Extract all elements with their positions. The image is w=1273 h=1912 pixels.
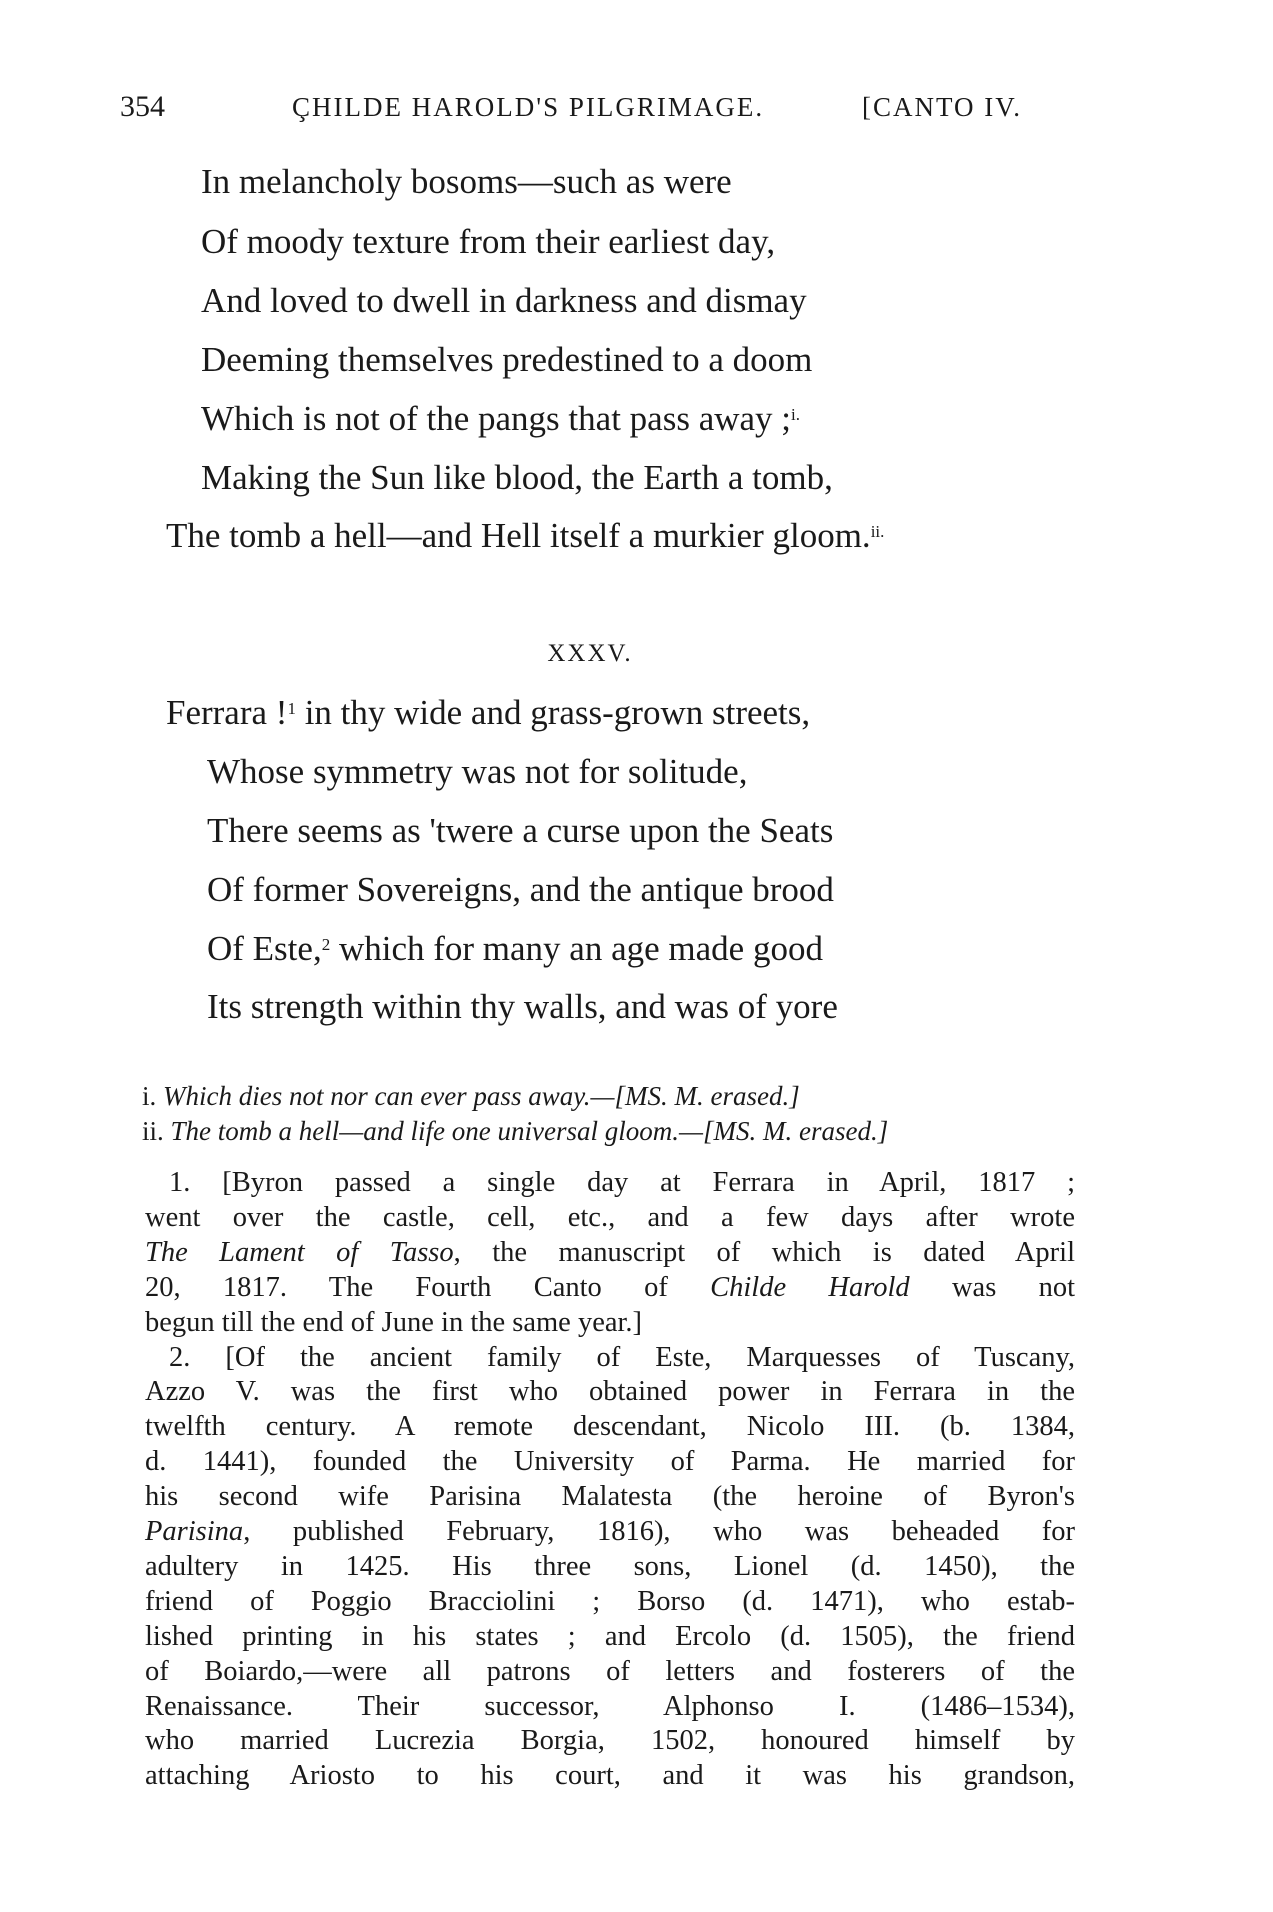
footnote-text: 20, 1817. The Fourth Canto of	[145, 1271, 711, 1303]
footnote-text: Childe Harold	[710, 1271, 910, 1303]
verse-line	[201, 281, 807, 321]
footnote-line	[145, 1759, 1075, 1793]
verse-line	[201, 222, 775, 262]
verse-line	[201, 162, 732, 202]
verse-text: And loved to dwell in darkness and dismay	[201, 281, 807, 320]
footnote-text: went over the castle, cell, etc., and a few days after wrote	[145, 1201, 1075, 1233]
variant-source: —[MS. M. erased.]	[590, 1081, 800, 1111]
footnote-line	[145, 1620, 1075, 1654]
verse-text: Which is not of the pangs that pass away ;	[201, 399, 792, 438]
footnote-text: attaching Ariosto to his court, and it was his grandson,	[145, 1760, 1075, 1792]
footnote-text: 2. [Of the ancient family of Este, Marquesses of Tuscany,	[169, 1341, 1075, 1373]
verse-text: Of Este,	[207, 929, 322, 968]
running-title: ÇHILDE HAROLD'S PILGRIMAGE.	[292, 92, 765, 122]
footnote-text: Azzo V. was the first who obtained power in Ferrara in the	[145, 1376, 1075, 1408]
footnote-line	[145, 1585, 1075, 1619]
footnote-text: Parisina	[145, 1516, 244, 1547]
variant-note	[142, 1114, 1072, 1148]
variant-note	[142, 1079, 1072, 1113]
verse-line	[207, 870, 834, 910]
verse-line	[201, 458, 833, 498]
footnote-line	[145, 1306, 1075, 1340]
verse-line	[207, 987, 838, 1027]
verse-text: Deeming themselves predestined to a doom	[201, 340, 813, 379]
footnote-ref: 2	[321, 935, 331, 954]
variant-note-ref: ii.	[870, 522, 885, 541]
footnote-line	[145, 1480, 1075, 1514]
footnote-text: Renaissance. Their successor, Alphonso I. (1486–1534),	[145, 1690, 1075, 1722]
variant-source: —[MS. M. erased.]	[678, 1116, 889, 1146]
footnote-line	[145, 1550, 1075, 1584]
stanza-number: XXXV.	[547, 640, 633, 667]
footnote-text: friend of Poggio Bracciolini ; Borso (d. 1471), who estab-	[145, 1585, 1075, 1617]
verse-text: In melancholy bosoms—such as were	[201, 162, 732, 201]
verse-text: Whose symmetry was not for solitude,	[207, 752, 748, 791]
footnote-line	[169, 1341, 1075, 1375]
variant-note-ref: i.	[791, 405, 800, 424]
verse-line	[201, 340, 812, 380]
footnote-text: twelfth century. A remote descendant, Nicolo III. (b. 1384,	[145, 1411, 1075, 1443]
verse-line	[201, 399, 800, 439]
footnote-line	[169, 1166, 1075, 1200]
footnote-text: 1. [Byron passed a single day at Ferrara in April, 1817 ;	[169, 1167, 1075, 1198]
footnote-text: of Boiardo,—were all patrons of letters and fosterers of the	[145, 1655, 1075, 1687]
footnote-text: his second wife Parisina Malatesta (the heroine of Byron's	[145, 1481, 1075, 1513]
variant-label: ii.	[142, 1116, 164, 1146]
verse-text: Ferrara !	[166, 693, 288, 732]
canto-label: [CANTO IV.	[862, 92, 1023, 122]
page-number: 354	[120, 90, 165, 123]
footnote-line	[145, 1515, 1075, 1549]
verse-line	[207, 929, 823, 969]
verse-line	[166, 693, 810, 733]
verse-text: Of moody texture from their earliest day,	[201, 222, 776, 261]
footnote-line	[145, 1201, 1075, 1235]
footnote-text: who married Lucrezia Borgia, 1502, honoured himself by	[145, 1725, 1075, 1757]
variant-text: The tomb a hell—and life one universal gloom.	[170, 1116, 679, 1146]
footnote-line	[145, 1375, 1075, 1409]
verse-text: in thy wide and grass-grown streets,	[295, 693, 811, 732]
verse-text: which for many an age made good	[330, 929, 823, 968]
footnote-line	[145, 1724, 1075, 1758]
verse-text: The tomb a hell—and Hell itself a murkier gloom.	[166, 516, 871, 555]
variant-text: Which dies not nor can ever pass away.	[163, 1081, 591, 1111]
footnote-text: lished printing in his states ; and Ercolo (d. 1505), the friend	[145, 1620, 1075, 1652]
verse-line	[207, 811, 833, 851]
footnote-line	[145, 1445, 1075, 1479]
verse-text: Making the Sun like blood, the Earth a tomb,	[201, 458, 833, 497]
footnote-line	[145, 1271, 1075, 1305]
verse-text: There seems as 'twere a curse upon the Seats	[207, 811, 834, 850]
verse-line	[207, 752, 747, 792]
footnote-line	[145, 1690, 1075, 1724]
footnote-text: d. 1441), founded the University of Parma. He married for	[145, 1446, 1075, 1478]
verse-text: Its strength within thy walls, and was of yore	[207, 987, 838, 1026]
footnote-text: , the manuscript of which is dated April	[453, 1236, 1075, 1268]
footnote-text: begun till the end of June in the same year.]	[145, 1306, 643, 1338]
verse-line	[166, 516, 884, 556]
variant-label: i.	[142, 1081, 157, 1111]
footnote-line	[145, 1236, 1075, 1270]
footnote-text: adultery in 1425. His three sons, Lionel (d. 1450), the	[145, 1550, 1075, 1582]
verse-text: Of former Sovereigns, and the antique brood	[207, 870, 834, 909]
footnote-text: , published February, 1816), who was beheaded for	[243, 1516, 1075, 1547]
footnote-text: was not	[909, 1271, 1076, 1303]
footnote-line	[145, 1410, 1075, 1444]
footnote-text: The Lament of Tasso	[145, 1236, 454, 1268]
footnote-ref: 1	[287, 699, 296, 718]
footnote-line	[145, 1655, 1075, 1689]
